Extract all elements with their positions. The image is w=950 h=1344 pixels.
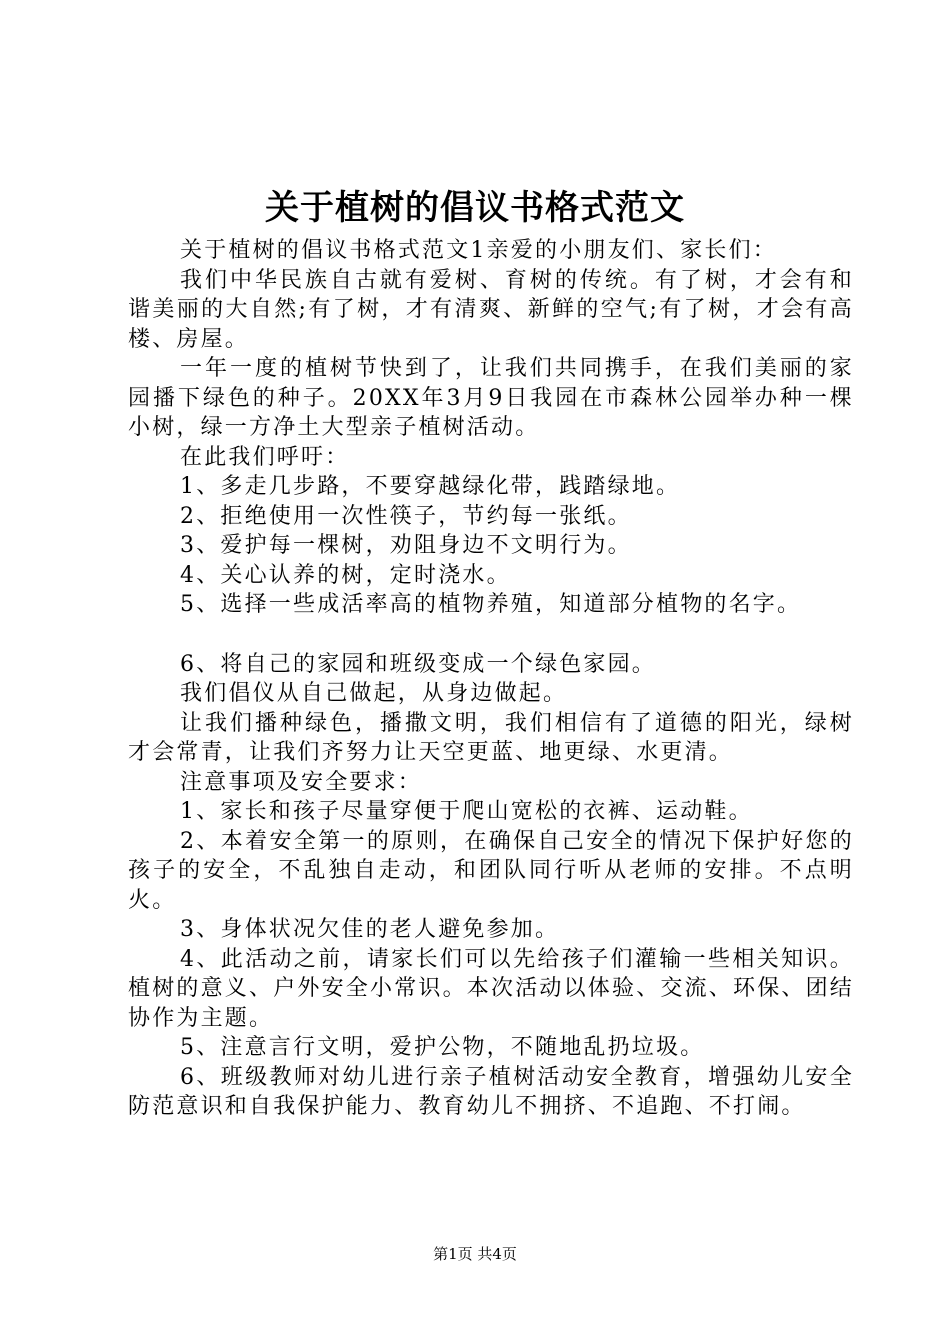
paragraph-initiative: 我们倡仪从自己做起，从身边做起。 <box>180 681 568 706</box>
page-number-footer: 第1页 共4页 <box>433 1245 517 1263</box>
paragraph-safety-heading: 注意事项及安全要求： <box>180 769 423 795</box>
paragraph-tradition: 我们中华民族自古就有爱树、育树的传统。有了树，才会有和谐美丽的大自然;有了树，才有清爽、新鲜的空气;有了树，才会有高楼、房屋。 <box>128 267 854 352</box>
list-item-appeal-6: 6、将自己的家园和班级变成一个绿色家园。 <box>180 651 656 677</box>
paragraph-intro: 关于植树的倡议书格式范文1亲爱的小朋友们、家长们： <box>180 238 777 263</box>
list-item-safety-6: 6、班级教师对幼儿进行亲子植树活动安全教育，增强幼儿安全防范意识和自我保护能力、教育幼儿不拥挤、不追跑、不打闹。 <box>128 1064 854 1119</box>
list-item-appeal-2: 2、拒绝使用一次性筷子，节约每一张纸。 <box>180 503 632 529</box>
document-body <box>128 236 854 1122</box>
list-item-safety-2: 2、本着安全第一的原则，在确保自己安全的情况下保护好您的孩子的安全，不乱独自走动，和团队同行听从老师的安排。不点明火。 <box>128 828 854 913</box>
paragraph-appeal-heading: 在此我们呼吁： <box>180 444 350 470</box>
document-title: 关于植树的倡议书格式范文 <box>265 188 685 228</box>
list-item-safety-5: 5、注意言行文明，爱护公物，不随地乱扔垃圾。 <box>180 1035 705 1060</box>
list-item-appeal-5: 5、选择一些成活率高的植物养殖，知道部分植物的名字。 <box>180 592 802 617</box>
list-item-safety-1: 1、家长和孩子尽量穿便于爬山宽松的衣裤、运动鞋。 <box>180 799 753 824</box>
list-item-appeal-4: 4、关心认养的树，定时浇水。 <box>180 562 511 588</box>
list-item-appeal-1: 1、多走几步路，不要穿越绿化带，践踏绿地。 <box>180 474 681 499</box>
paragraph-activity: 一年一度的植树节快到了，让我们共同携手，在我们美丽的家园播下绿色的种子。20XX年3月9日我园在市森林公园举办种一棵小树，绿一方净土大型亲子植树活动。 <box>128 356 854 440</box>
list-item-safety-4: 4、此活动之前，请家长们可以先给孩子们灌输一些相关知识。植树的意义、户外安全小常识。本次活动以体验、交流、环保、团结协作为主题。 <box>128 946 855 1031</box>
list-item-appeal-3: 3、爱护每一棵树，劝阻身边不文明行为。 <box>180 533 632 558</box>
list-item-safety-3: 3、身体状况欠佳的老人避免参加。 <box>180 917 560 942</box>
paragraph-green: 让我们播种绿色，播撒文明，我们相信有了道德的阳光，绿树才会常青，让我们齐努力让天空更蓝、地更绿、水更清。 <box>128 710 854 765</box>
